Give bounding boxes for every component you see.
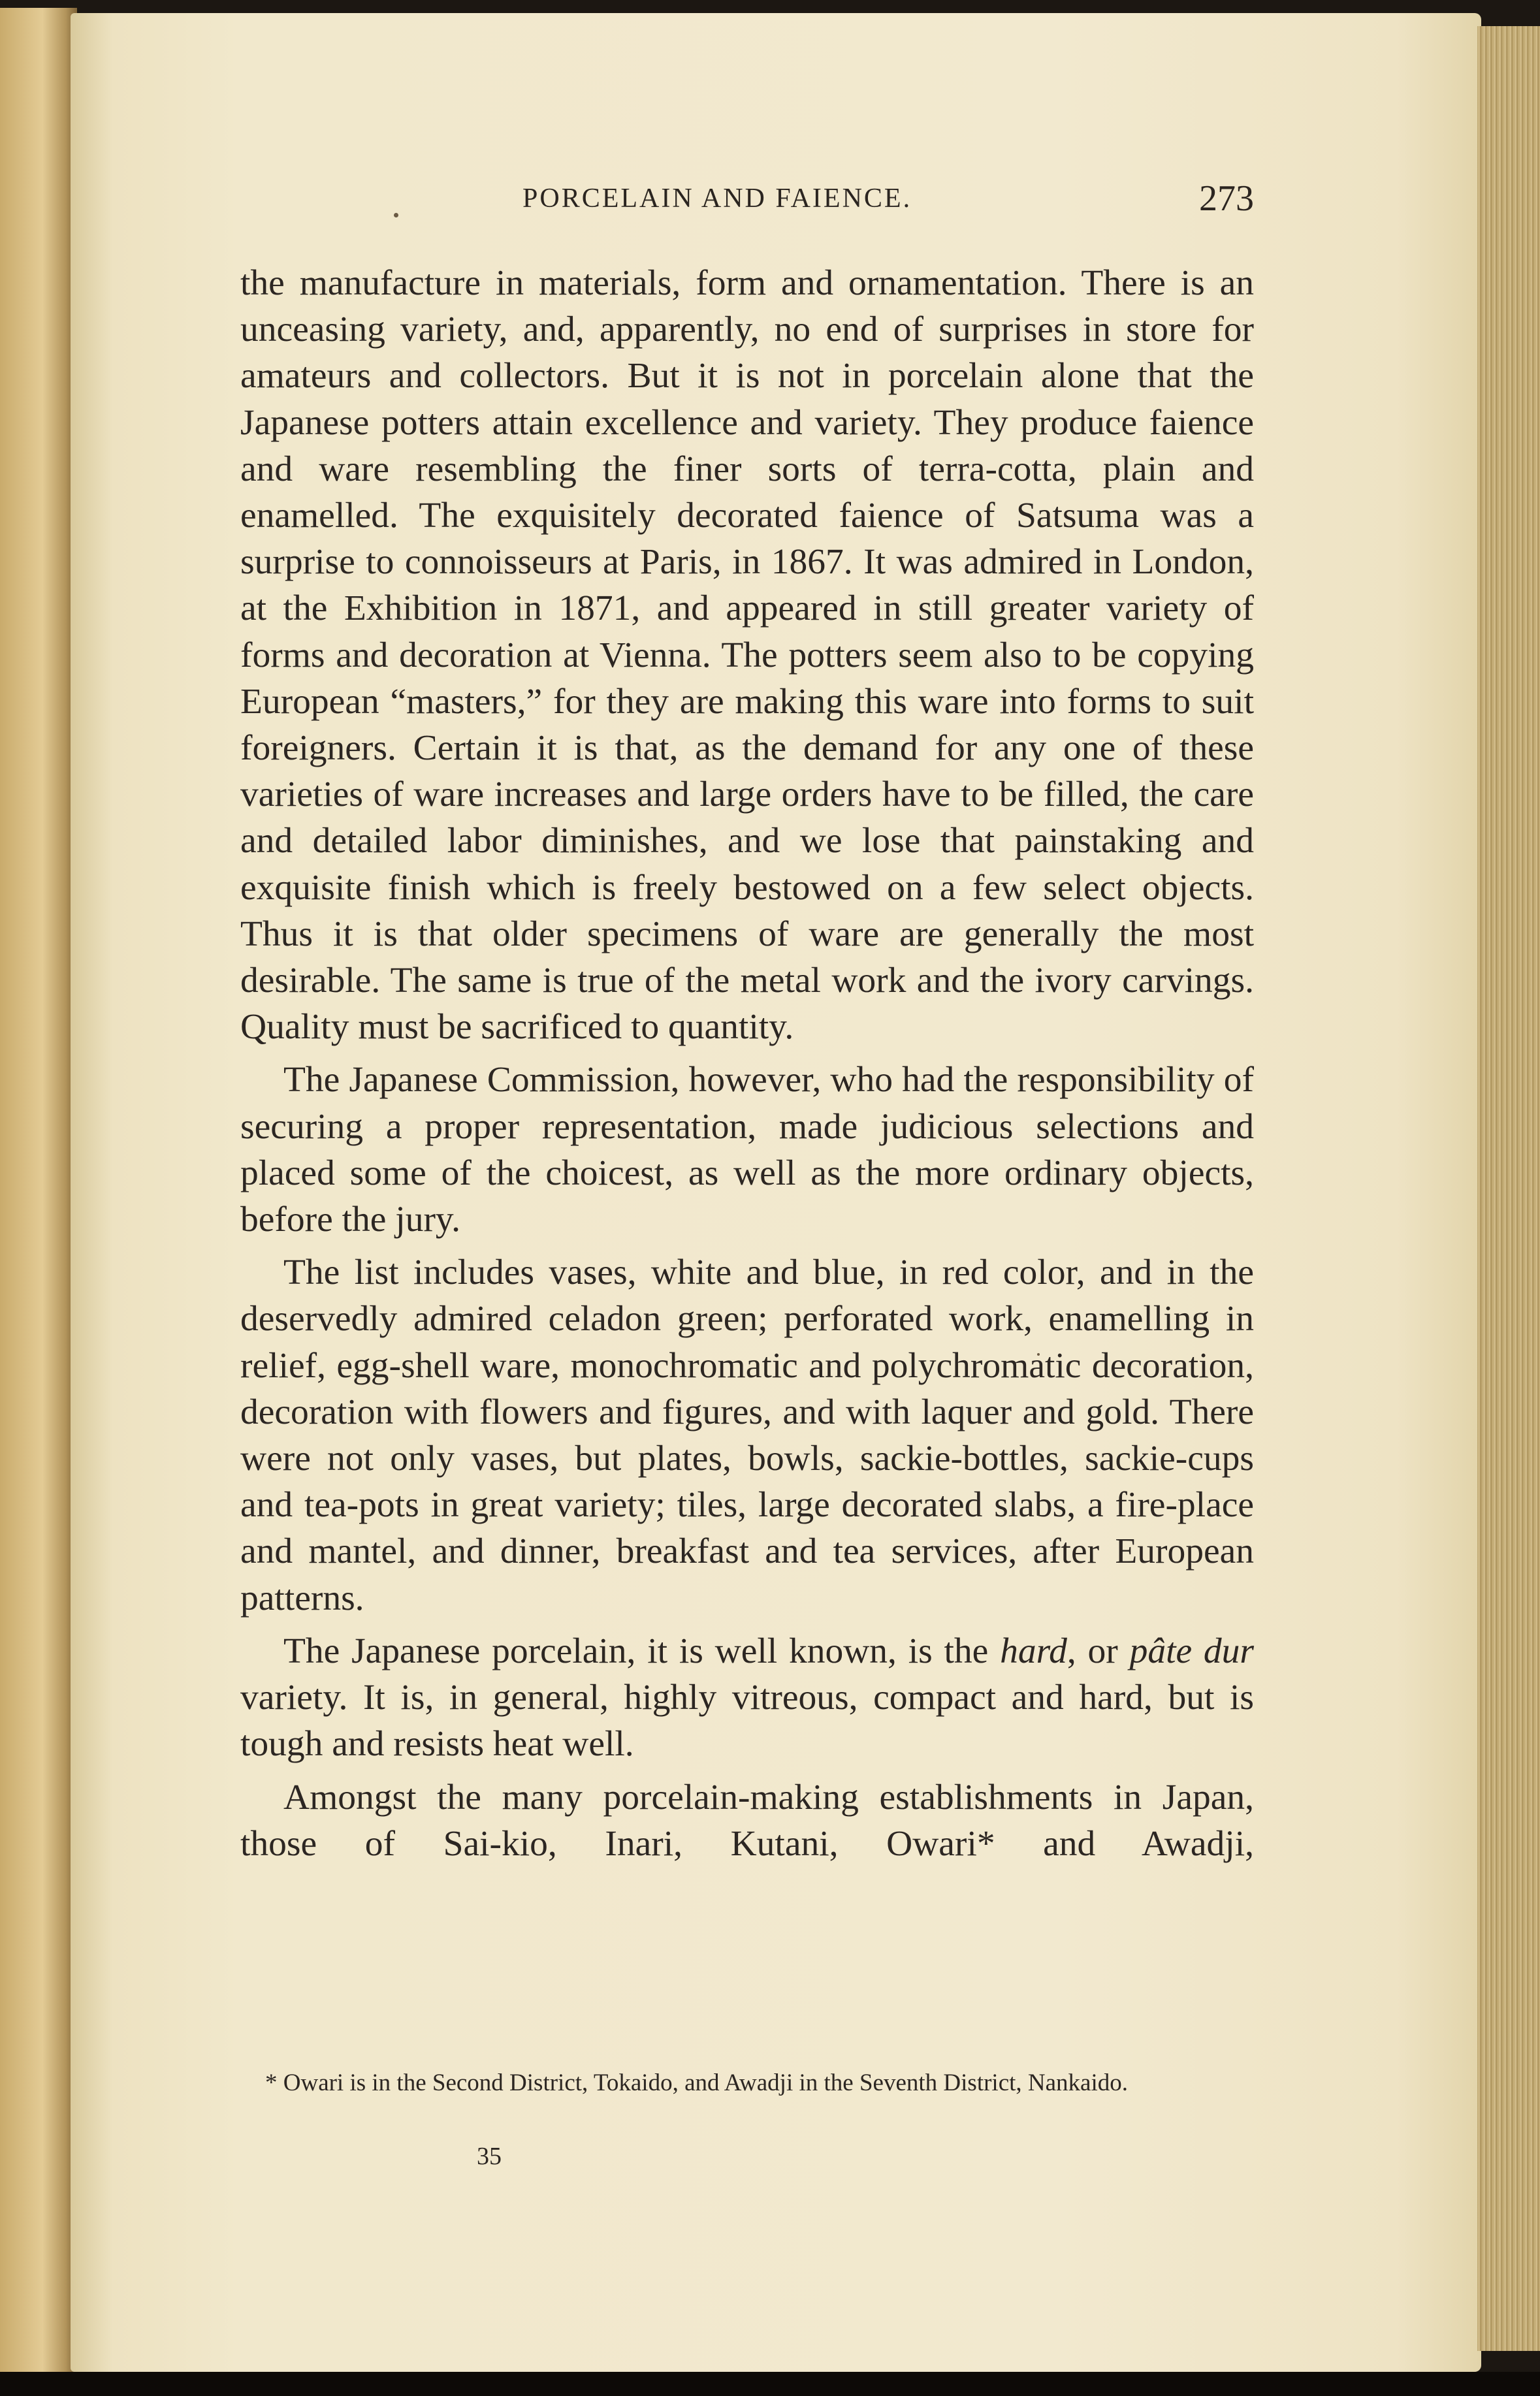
italic-hard: hard [1000,1631,1067,1671]
paragraph-5: Amongst the many porcelain-making establishments in Japan, those of Sai-kio, Inari, Kutani, Owari* and Awadji, [240,1777,1254,1864]
page-block-edge [1477,26,1540,2351]
paragraph-3: The list includes vases, white and blue, in red color, and in the deservedly admired celadon green; perforated work, enamelling in relief, egg-shell ware, monochromatic and polychromatic decoration, decoration with flowers and figures, and with laquer and gold. There were not only vases, but plates, bowls, sackie-bottles, sackie-cups and tea-pots in great variety; tiles, large decorated slabs, a fire-place and mantel, and dinner, breakfast and tea services, after European patterns. [240,1253,1254,1618]
page-number: 273 [1199,178,1254,219]
italic-pate-dur: pâte dur [1129,1631,1254,1671]
paragraph-2: The Japanese Commission, however, who had the responsibility of securing a proper representation, made judicious selections and placed some of the choicest, as well as the more ordinary objects, before the jury. [240,1060,1254,1240]
signature-mark: 35 [477,2143,502,2170]
p4-text-before: The Japanese porcelain, it is well known, is the [283,1631,1001,1671]
paragraph-1: the manufacture in materials, form and ornamentation. There is an unceasing variety, and, apparently, no end of surprises in store for amateurs and collectors. But it is not in porcelain alone that the Japanese potters attain excellence and variety. They produce faience and ware resembling the finer sorts of terra-cotta, plain and enamelled. The exquisitely decorated faience of Satsuma was a surprise to connoisseurs at Paris, in 1867. It was admired in London, at the Exhibition in 1871, and appeared in still greater variety of forms and decoration at Vienna. The potters seem also to be copying European “masters,” for they are making this ware into forms to suit foreigners. Certain it is that, as the demand for any one of these varieties of ware increases and large orders have to be filled, the care and detailed labor diminishes, and we lose that painstaking and exquisite finish which is freely bestowed on a few select objects. Thus it is that older specimens of ware are generally the most desirable. The same is true of the metal work and the ivory carvings. Quality must be sacrificed to quantity. [240,263,1254,1047]
facing-page-edge [0,8,77,2375]
footnote-text: * Owari is in the Second District, Tokaido, and Awadji in the Seventh District, Nankaido. [265,2069,1128,2096]
paper-speck [394,213,398,217]
running-head: PORCELAIN AND FAIENCE. [522,184,912,214]
p4-text-middle: , or [1067,1631,1130,1671]
paragraph-4 [240,1628,1254,1768]
page-header [522,178,1254,217]
footnote [253,2067,1254,2100]
body-text [240,260,1254,1867]
p4-text-after: variety. It is, in general, highly vitreous, compact and hard, but is tough and resists heat well. [240,1678,1254,1765]
scan-bottom-shadow [0,2372,1540,2396]
